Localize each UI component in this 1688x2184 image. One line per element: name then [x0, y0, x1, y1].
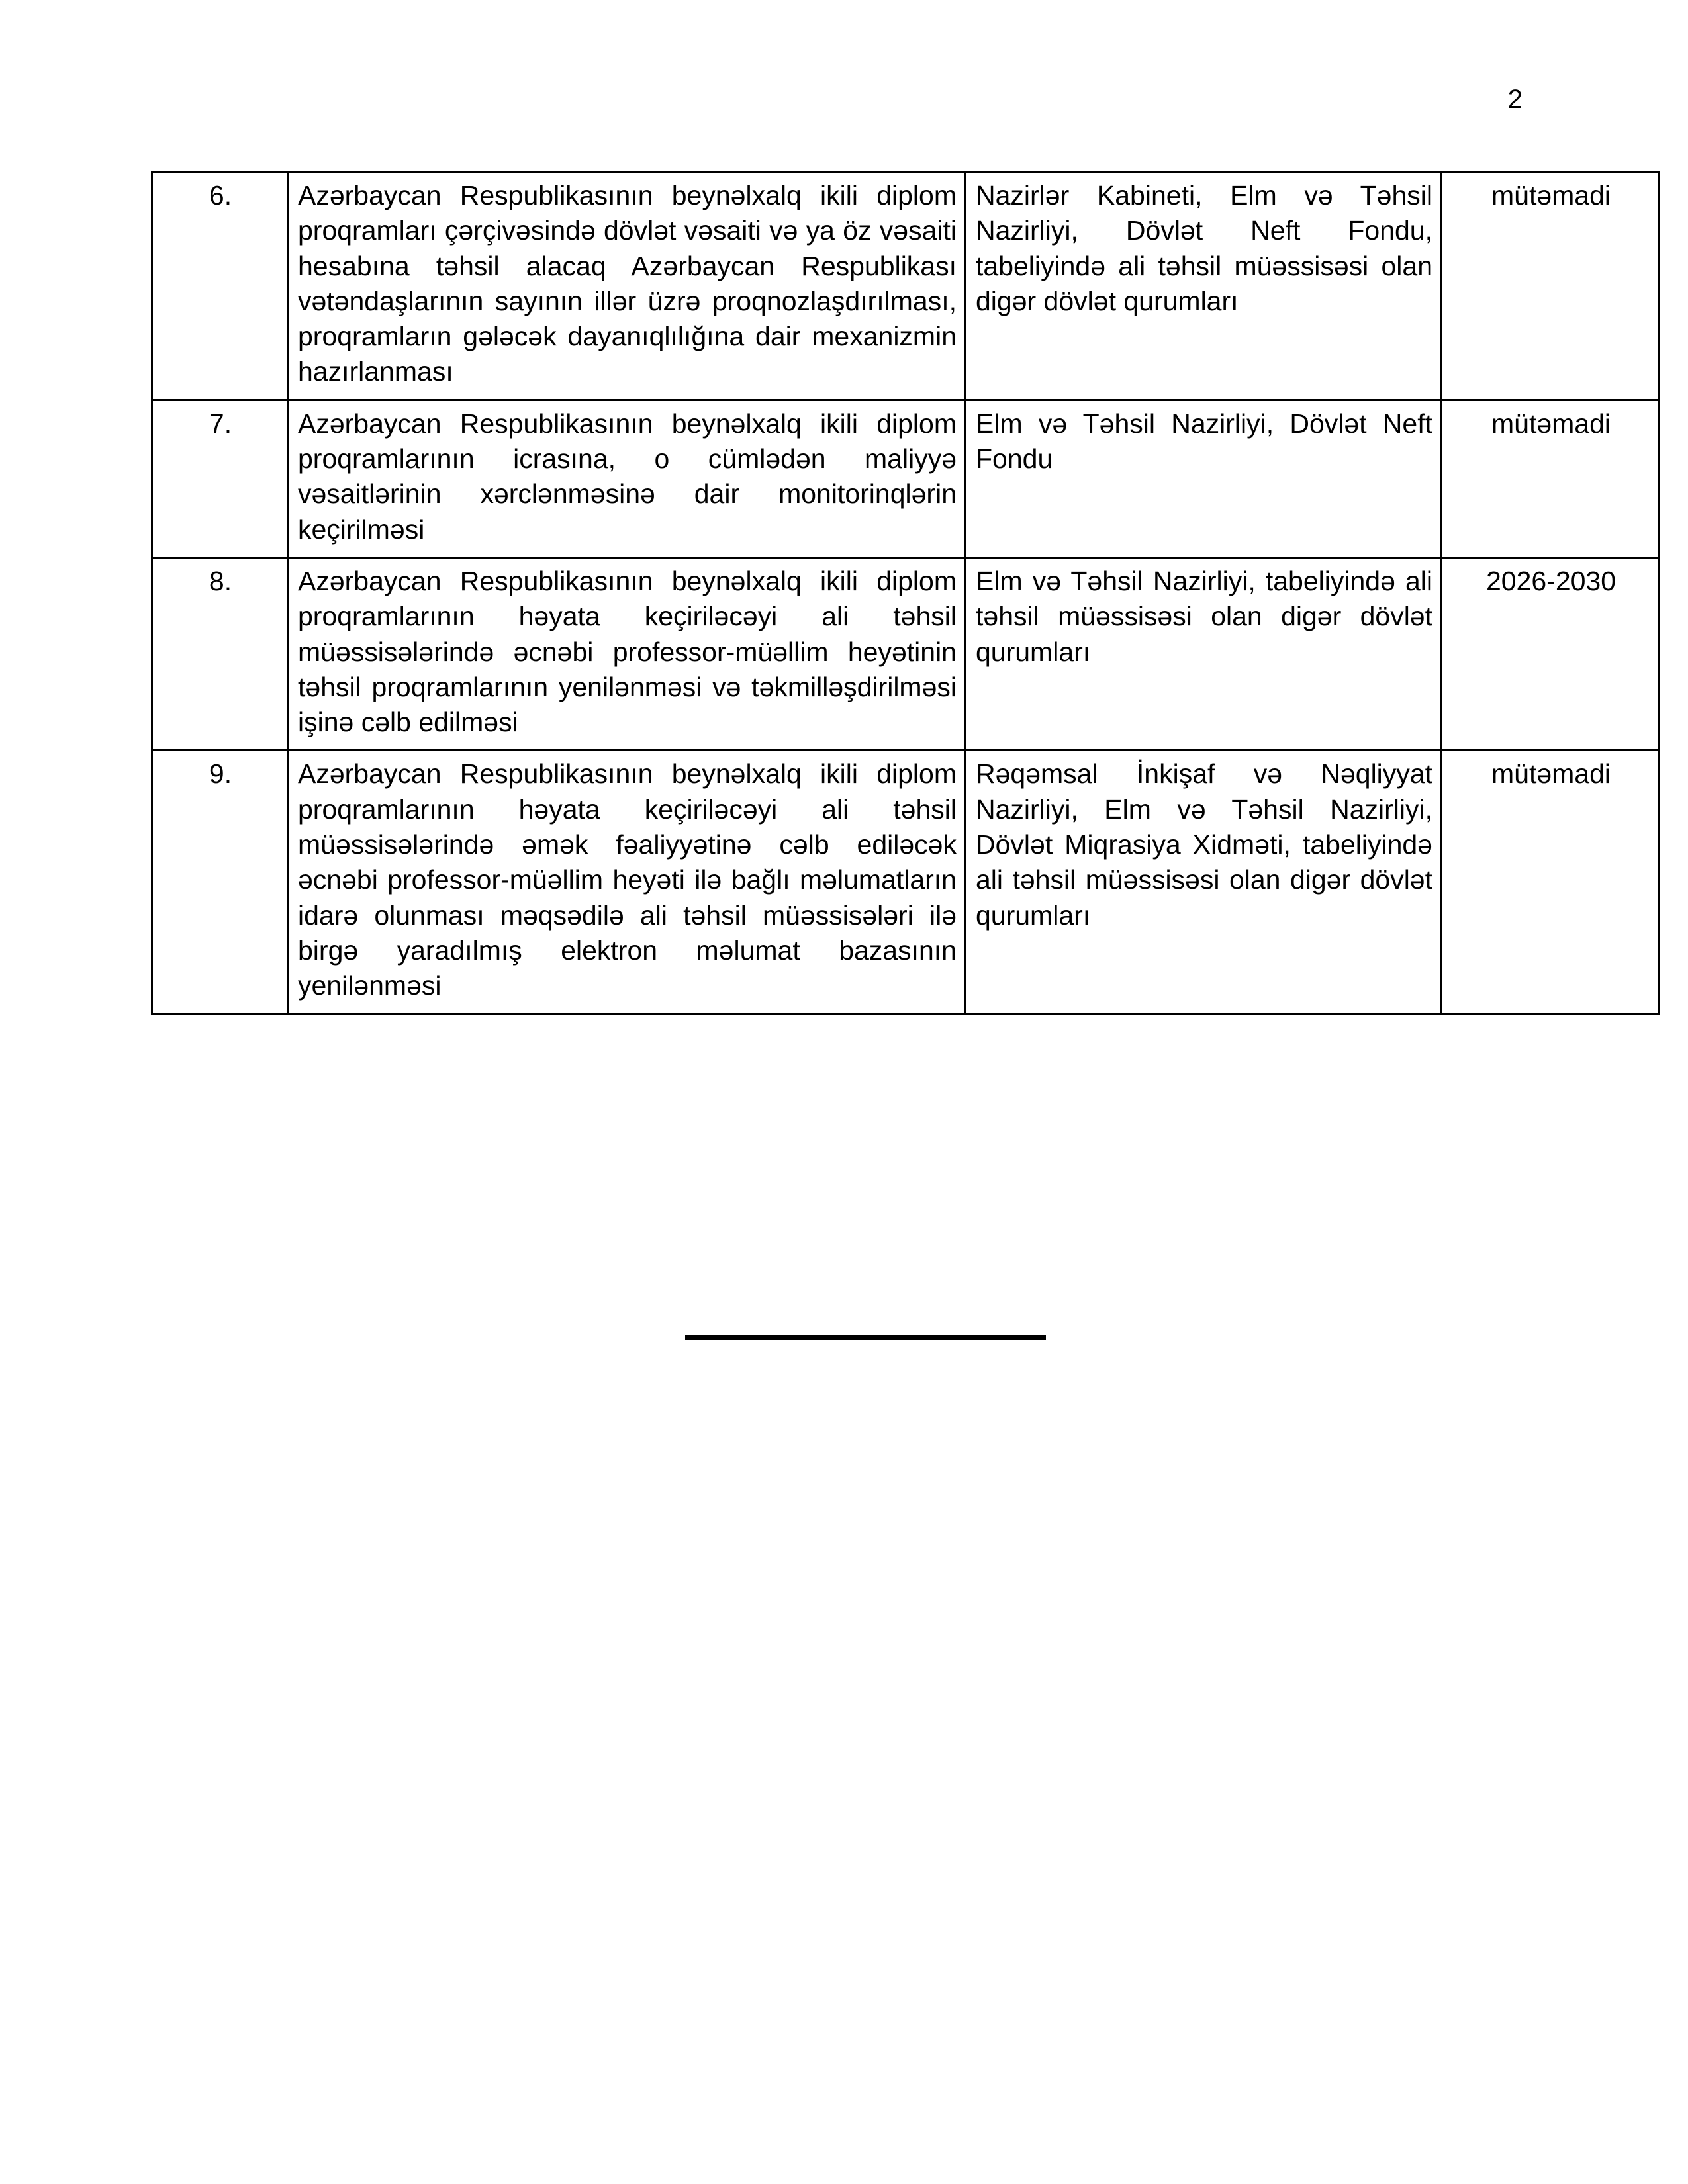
responsible-bodies-cell — [966, 400, 1442, 557]
table-row — [152, 400, 1660, 557]
responsible-bodies-cell — [966, 172, 1442, 400]
action-text: Azərbaycan Respublikasının beynəlxalq ikili diplom proqramlarının həyata keçiriləcəyi ali təhsil müəssisələrində əmək fəaliyyətinə cəlb ediləcək əcnəbi professor-müəllim heyəti ilə bağlı məlumatların idarə olunması məqsədilə ali təhsil müəssisələri ilə birgə yaradılmış elektron məlumat bazasının yenilənməsi — [298, 758, 957, 1001]
responsible-bodies-text: Rəqəmsal İnkişaf və Nəqliyyat Nazirliyi, Elm və Təhsil Nazirliyi, Dövlət Miqrasiya Xidməti, tabeliyində ali təhsil müəssisəsi olan digər dövlət qurumları — [976, 758, 1432, 931]
responsible-bodies-text: Elm və Təhsil Nazirliyi, tabeliyində ali təhsil müəssisəsi olan digər dövlət qurumları — [976, 565, 1432, 667]
responsible-bodies-text: Elm və Təhsil Nazirliyi, Dövlət Neft Fondu — [976, 408, 1432, 475]
footer-horizontal-rule — [685, 1335, 1046, 1340]
term-cell — [1442, 557, 1660, 750]
action-cell — [288, 751, 966, 1014]
row-number-cell — [152, 557, 288, 750]
page-number: 2 — [1507, 85, 1523, 114]
term-text: mütəmadi — [1491, 408, 1611, 439]
term-cell — [1442, 172, 1660, 400]
action-text: Azərbaycan Respublikasının beynəlxalq ikili diplom proqramları çərçivəsində dövlət vəsaiti və ya öz vəsaiti hesabına təhsil alacaq Azərbaycan Respublikası vətəndaşlarının sayının illər üzrə proqnozlaşdırılması, proqramların gələcək dayanıqlılığına dair mexanizmin hazırlanması — [298, 180, 957, 387]
row-number: 9. — [209, 758, 232, 790]
row-number: 8. — [209, 565, 232, 596]
responsible-bodies-cell — [966, 751, 1442, 1014]
term-text: 2026-2030 — [1485, 565, 1617, 596]
term-text: mütəmadi — [1491, 758, 1611, 790]
action-cell — [288, 557, 966, 750]
row-number-cell — [152, 172, 288, 400]
action-plan-table — [151, 171, 1660, 1015]
action-cell — [288, 400, 966, 557]
table-row — [152, 751, 1660, 1014]
term-cell — [1442, 400, 1660, 557]
row-number-cell — [152, 400, 288, 557]
term-cell — [1442, 751, 1660, 1014]
term-text: mütəmadi — [1491, 180, 1611, 210]
responsible-bodies-text: Nazirlər Kabineti, Elm və Təhsil Nazirliyi, Dövlət Neft Fondu, tabeliyində ali təhsil müəssisəsi olan digər dövlət qurumları — [976, 180, 1432, 316]
row-number: 7. — [209, 408, 232, 439]
table-row — [152, 172, 1660, 400]
row-number-cell — [152, 751, 288, 1014]
action-cell — [288, 172, 966, 400]
table-body — [152, 172, 1660, 1015]
responsible-bodies-cell — [966, 557, 1442, 750]
table-row — [152, 557, 1660, 750]
action-text: Azərbaycan Respublikasının beynəlxalq ikili diplom proqramlarının həyata keçiriləcəyi ali təhsil müəssisələrində əcnəbi professor-müəllim heyətinin təhsil proqramlarının yenilənməsi və təkmilləşdirilməsi işinə cəlb edilməsi — [298, 565, 957, 738]
action-text: Azərbaycan Respublikasının beynəlxalq ikili diplom proqramlarının icrasına, o cümlədən maliyyə vəsaitlərinin xərclənməsinə dair monitorinqlərin keçirilməsi — [298, 408, 957, 545]
row-number: 6. — [209, 180, 232, 210]
